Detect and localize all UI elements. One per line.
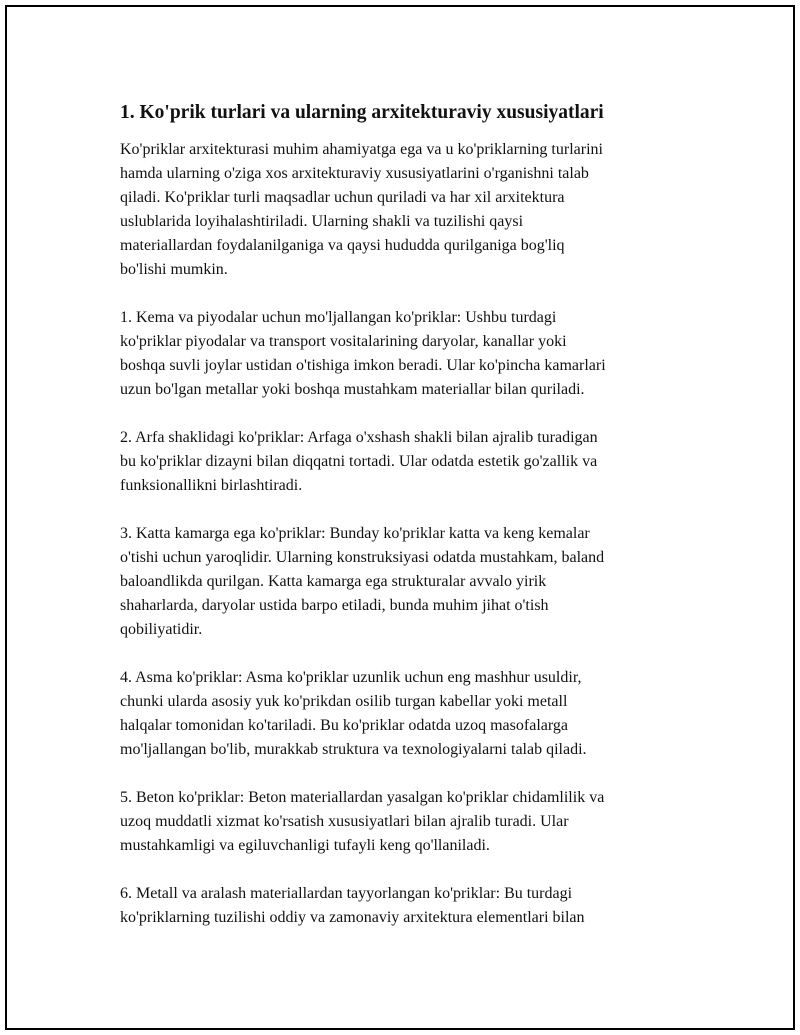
document-title: 1. Ko'prik turlari va ularning arxitekturaviy xususiyatlari	[120, 102, 604, 123]
paragraph-metal-mixed-bridges: 6. Metall va aralash materiallardan tayyorlangan ko'priklar: Bu turdagi ko'priklarning tuzilishi oddiy va zamonaviy arxitektura elementlari bilan	[120, 885, 585, 926]
page-frame	[5, 5, 795, 1030]
paragraph-suspension-bridges: 4. Asma ko'priklar: Asma ko'priklar uzunlik uchun eng mashhur usuldir, chunki ularda asosiy yuk ko'prikdan osilib turgan kabellar yoki metall halqalar tomonidan ko'tariladi. Bu ko'priklar odatda uzoq masofalarga mo'ljallangan bo'lib, murakkab struktura va texnologiyalarni talab qiladi.	[120, 669, 587, 758]
intro-paragraph: Ko'priklar arxitekturasi muhim ahamiyatga ega va u ko'priklarning turlarini hamda ularning o'ziga xos arxitekturaviy xususiyatlarini o'rganishni talab qiladi. Ko'priklar turli maqsadlar uchun quriladi va har xil arxitektura uslublarida loyihalashtiriladi. Ularning shakli va tuzilishi qaysi materiallardan foydalanilganiga va qaysi hududda qurilganiga bog'liq bo'lishi mumkin.	[120, 141, 603, 278]
document-body	[120, 99, 680, 954]
paragraph-ship-pedestrian-bridges: 1. Kema va piyodalar uchun mo'ljallangan ko'priklar: Ushbu turdagi ko'priklar piyodalar va transport vositalarining daryolar, kanallar yoki boshqa suvli joylar ustidan o'tishiga imkon beradi. Ular ko'pincha kamarlari uzun bo'lgan metallar yoki boshqa mustahkam materiallar bilan quriladi.	[120, 309, 606, 398]
paragraph-large-arch-bridges: 3. Katta kamarga ega ko'priklar: Bunday ko'priklar katta va keng kemalar o'tishi uchun yaroqlidir. Ularning konstruksiyasi odatda mustahkam, baland baloandlikda qurilgan. Katta kamarga ega strukturalar avvalo yirik shaharlarda, daryolar ustida barpo etiladi, bunda muhim jihat o'tish qobiliyatidir.	[120, 525, 605, 638]
paragraph-concrete-bridges: 5. Beton ko'priklar: Beton materiallardan yasalgan ko'priklar chidamlilik va uzoq muddatli xizmat ko'rsatish xususiyatlari bilan ajralib turadi. Ular mustahkamligi va egiluvchanligi tufayli keng qo'llaniladi.	[120, 789, 605, 854]
paragraph-harp-bridges: 2. Arfa shaklidagi ko'priklar: Arfaga o'xshash shakli bilan ajralib turadigan bu ko'priklar dizayni bilan diqqatni tortadi. Ular odatda estetik go'zallik va funksionallikni birlashtiradi.	[120, 429, 598, 494]
